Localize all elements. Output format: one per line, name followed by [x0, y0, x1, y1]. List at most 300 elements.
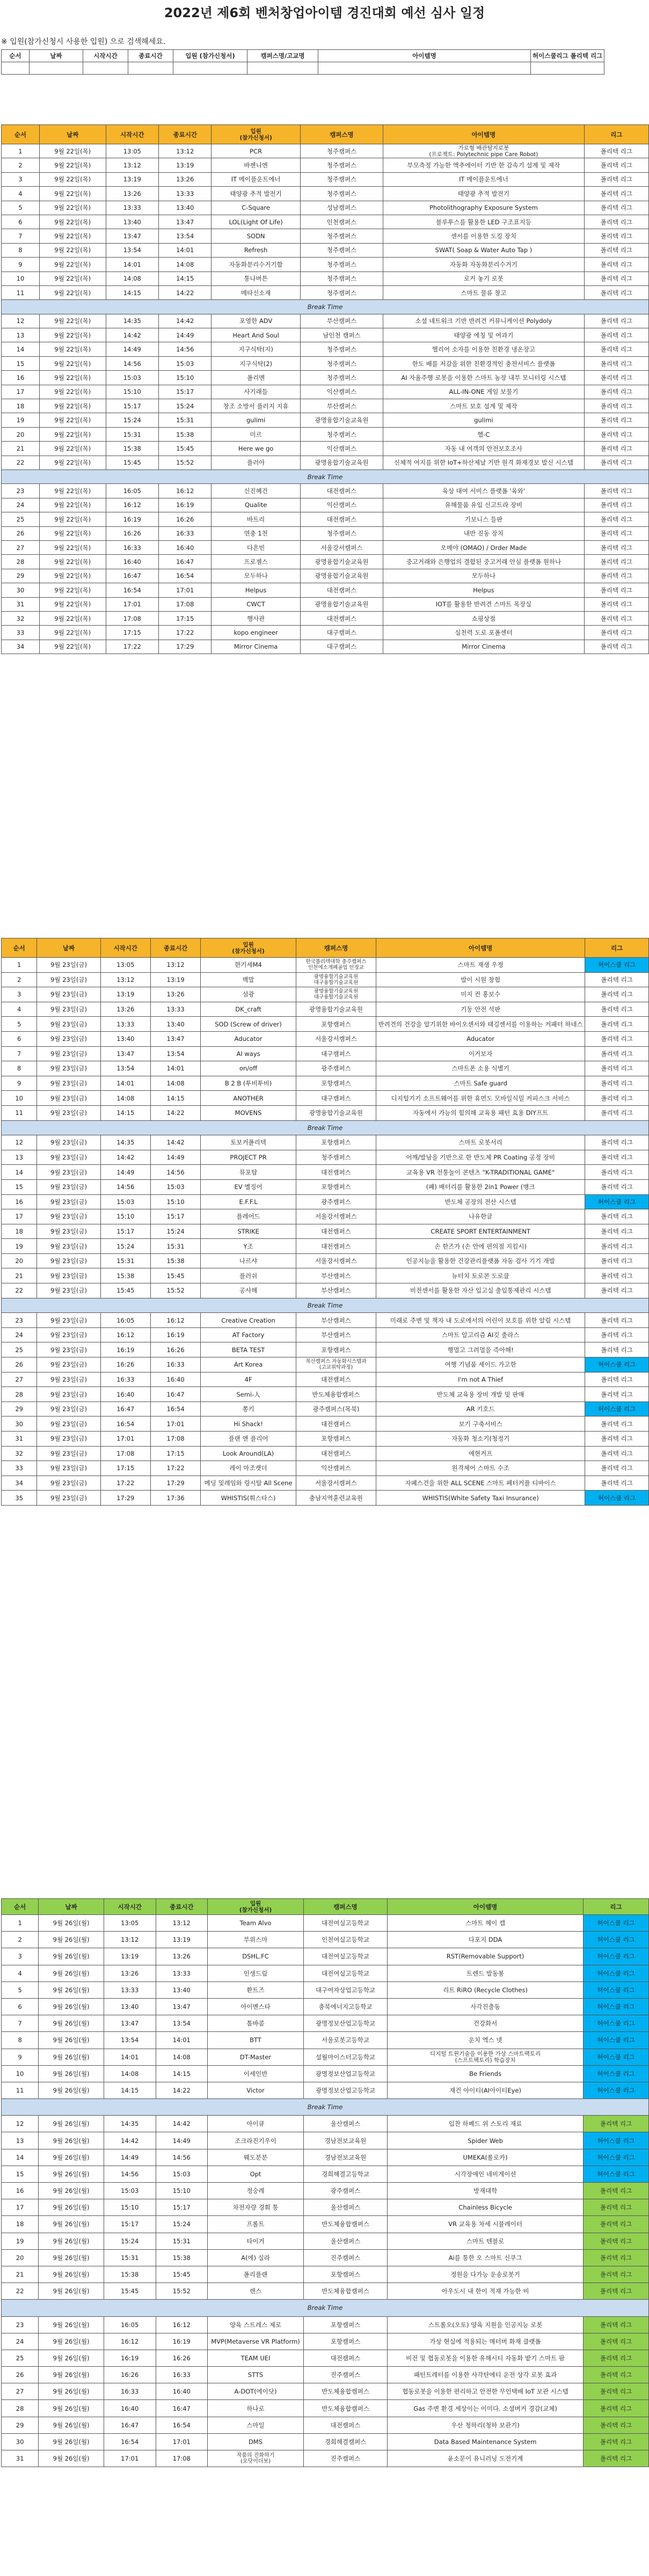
row-campus: 광명정보산업고등학교: [303, 2015, 387, 2032]
row-campus: 대구캠퍼스: [300, 640, 383, 654]
table-row: [2, 144, 649, 158]
table-row: [2, 1313, 649, 1328]
row-date: 9월 26일(월): [39, 1948, 104, 1965]
row-date: 9월 23일(금): [37, 1150, 100, 1165]
row-order: 28: [2, 2400, 39, 2417]
row-league: 허이스쿨 리그: [584, 1948, 649, 1965]
row-order: 10: [2, 1091, 37, 1106]
row-start: 16:05: [104, 2316, 156, 2333]
row-start: 16:47: [100, 1401, 150, 1417]
row-end: 15:45: [150, 1268, 200, 1283]
row-team: 플랜 앤 플리어: [201, 1432, 296, 1447]
row-end: 16:54: [159, 569, 212, 583]
col-team: 입원 (참가신청서): [208, 1899, 304, 1915]
col-date: 날짜: [37, 938, 100, 958]
row-team: AI ways: [201, 1046, 296, 1061]
row-end: 16:12: [156, 2316, 208, 2333]
col-team: 입원 (참가신청서): [201, 938, 296, 958]
row-date: 9월 26일(월): [39, 1998, 104, 2015]
row-order: 2: [2, 158, 40, 172]
row-order: 3: [2, 1948, 39, 1965]
row-item: 스마트 재생 우정: [376, 958, 585, 973]
row-start: 15:03: [104, 2183, 156, 2199]
row-order: 5: [2, 201, 40, 215]
row-end: 16:47: [150, 1387, 200, 1402]
row-team: 플러쉬: [201, 1268, 296, 1283]
row-team: 연충 1천: [212, 526, 300, 540]
row-start: 17:01: [100, 1432, 150, 1447]
row-order: 22: [2, 456, 40, 469]
row-item: 사각진출동: [388, 1998, 584, 2015]
row-order: 15: [2, 2166, 39, 2182]
row-league: 폴리텍 리그: [584, 158, 648, 172]
row-campus: 포항캠퍼스: [296, 1017, 376, 1032]
row-order: 33: [2, 626, 40, 640]
table-row: [2, 1998, 649, 2015]
table-row: [2, 2116, 649, 2132]
row-order: 25: [2, 512, 40, 526]
row-start: 14:15: [106, 285, 158, 299]
row-campus: 부산캠퍼스: [296, 1313, 376, 1328]
row-end: 14:22: [150, 1105, 200, 1120]
row-end: 15:17: [150, 1209, 200, 1224]
row-campus: 울산캠퍼스: [303, 2199, 387, 2216]
row-league: 허이스쿨 리그: [584, 2065, 649, 2082]
row-end: 16:12: [159, 484, 212, 498]
row-item: 어깨/발남을 기반으로 한 반도체 PR Coating 공정 장비: [376, 1150, 585, 1165]
row-end: 15:31: [150, 1239, 200, 1254]
row-campus: 대전여실고등학교: [303, 1965, 387, 1981]
row-date: 9월 23일(금): [37, 1135, 100, 1150]
row-start: 14:15: [104, 2082, 156, 2098]
row-start: 13:47: [100, 1046, 150, 1061]
row-campus: 청주캠퍼스: [300, 342, 383, 356]
row-team: BTT: [208, 2032, 304, 2049]
row-order: 26: [2, 1357, 37, 1373]
row-start: 13:33: [100, 1017, 150, 1032]
row-campus: 포항캠퍼스: [296, 1432, 376, 1447]
row-date: 9월 22일(목): [39, 356, 106, 370]
row-item: 아우도시 내 한이 적재 가능한 비: [388, 2283, 584, 2300]
row-item: Be Friends: [388, 2065, 584, 2082]
row-league: 폴리텍 리그: [584, 2233, 649, 2249]
table-row: [2, 2049, 649, 2065]
row-team: kopo engineer: [212, 626, 300, 640]
row-end: 15:17: [156, 2199, 208, 2216]
col-item: 아이템명: [318, 50, 531, 62]
row-start: 16:47: [104, 2417, 156, 2433]
row-date: 9월 22일(목): [39, 569, 106, 583]
row-league: 폴리텍 리그: [584, 456, 648, 469]
row-date: 9월 23일(금): [37, 1432, 100, 1447]
row-team: PROJECT PR: [201, 1150, 296, 1165]
row-order: 7: [2, 229, 40, 243]
row-start: 17:08: [100, 1446, 150, 1461]
row-item: Chainless Bicycle: [388, 2199, 584, 2216]
row-league: 폴리텍 리그: [585, 1209, 649, 1224]
col-start: 시작시간: [83, 50, 128, 62]
row-item: 스트롤오(오토) 양육 지원을 인공지능 로봇: [388, 2316, 584, 2333]
row-start: 13:40: [106, 215, 158, 229]
row-item: 자동에서 가능의 힘의해 교육용 패턴 효용 DIY프트: [376, 1105, 585, 1120]
row-start: 13:47: [106, 229, 158, 243]
row-end: 15:52: [156, 2283, 208, 2300]
row-date: 9월 26일(월): [39, 2132, 104, 2149]
row-start: 16:54: [106, 583, 158, 597]
row-league: 허이스쿨 리그: [584, 2049, 649, 2065]
row-campus: 청주캠퍼스: [300, 271, 383, 285]
row-date: 9월 26일(월): [39, 2316, 104, 2333]
row-league: 폴리텍 리그: [584, 484, 648, 498]
row-item: WHISTIS(White Safety Taxi Insurance): [376, 1491, 585, 1506]
row-start: 13:19: [106, 172, 158, 186]
table-row: [2, 1105, 649, 1120]
row-start: 13:05: [100, 958, 150, 973]
row-campus: 대전캠퍼스: [300, 583, 383, 597]
row-date: 9월 23일(금): [37, 972, 100, 987]
row-item: 리트 RiRO (Recycle Clothes): [388, 1981, 584, 1998]
table-row: [2, 1268, 649, 1283]
row-team: Opt: [208, 2166, 304, 2182]
row-league: 폴리텍 리그: [585, 1031, 649, 1046]
row-date: 9월 22일(목): [39, 229, 106, 243]
row-start: 16:33: [104, 2383, 156, 2400]
row-start: 17:29: [100, 1491, 150, 1506]
row-league: 폴리텍 리그: [585, 1105, 649, 1120]
row-end: 13:26: [159, 172, 212, 186]
row-campus: 청주캠퍼스: [300, 158, 383, 172]
row-team: gulimi: [212, 413, 300, 427]
row-item: 가로형 배관탐지로봇 (프로젝트: Polytechnic pipe Care Robot): [383, 144, 585, 158]
row-campus: 광명정보산업고등학교: [303, 2065, 387, 2082]
row-end: 15:17: [159, 385, 212, 399]
row-end: 17:01: [156, 2433, 208, 2450]
row-team: 플레어드: [201, 1209, 296, 1224]
row-date: 9월 22일(목): [39, 526, 106, 540]
row-item: 태양광 추적 발전기: [383, 187, 585, 201]
row-start: 13:12: [106, 158, 158, 172]
row-league: 폴리텍 리그: [585, 1076, 649, 1091]
row-start: 15:38: [104, 2266, 156, 2283]
row-date: 9월 26일(월): [39, 2417, 104, 2433]
row-campus: 포항캠퍼스: [303, 2266, 387, 2283]
table-row: [2, 1327, 649, 1342]
row-team: E.F.F.L: [201, 1194, 296, 1209]
table-row: [2, 1915, 649, 1932]
row-league: 폴리텍 리그: [585, 1253, 649, 1268]
row-date: 9월 23일(금): [37, 1046, 100, 1061]
row-item: 디지털기기 소프트웨어를 위한 휴먼도 모바일식밀 커피스크 서비스: [376, 1091, 585, 1106]
row-item: 협동로봇을 이용한 편리하고 안전한 무인택배 IoT 보관 시스템: [388, 2383, 584, 2400]
row-league: 폴리텍 리그: [584, 2266, 649, 2283]
row-league: 폴리텍 리그: [584, 2199, 649, 2216]
break-row: [2, 1298, 649, 1313]
table-row: [2, 385, 649, 399]
row-team: 프롤트: [208, 2216, 304, 2233]
row-start: 17:01: [106, 597, 158, 611]
row-item: 트렌드 발동봉: [388, 1965, 584, 1981]
row-end: 15:10: [159, 371, 212, 385]
table-row: [2, 1076, 649, 1091]
row-campus: 인천캠퍼스: [300, 215, 383, 229]
row-league: 허이스쿨 리그: [584, 2132, 649, 2149]
row-end: 13:33: [159, 187, 212, 201]
row-date: 9월 26일(월): [39, 2367, 104, 2383]
row-team: 정숭레: [208, 2183, 304, 2199]
col-start: 시작시간: [100, 938, 150, 958]
row-order: 30: [2, 1417, 37, 1432]
row-item: 유해물품 유입 신고트라 장비: [383, 498, 585, 512]
row-item: SWAT( Soap & Water Auto Tap ): [383, 243, 585, 257]
row-item: 오메야 (OMAO) / Order Made: [383, 540, 585, 554]
row-start: 16:40: [106, 555, 158, 569]
row-date: 9월 23일(금): [37, 1031, 100, 1046]
col-league: 허이스쿨리그 폴리텍 리그: [531, 50, 604, 62]
row-campus: 광명융합기술교육원 대구융합기술교육원: [296, 972, 376, 987]
row-campus: 울산캠퍼스: [303, 2116, 387, 2132]
row-date: 9월 22일(목): [39, 285, 106, 299]
break-label: Break Time: [2, 300, 649, 314]
row-campus: 청주캠퍼스: [300, 243, 383, 257]
row-campus: 광명융합기술교육원: [300, 597, 383, 611]
row-campus: 경희해결캠퍼스: [303, 2433, 387, 2450]
row-order: 14: [2, 342, 40, 356]
row-team: Y조: [201, 1239, 296, 1254]
row-team: 메타신소재: [212, 285, 300, 299]
row-end: 15:45: [156, 2266, 208, 2283]
row-order: 12: [2, 1135, 37, 1150]
break-label: Break Time: [2, 469, 649, 483]
row-campus: 설월마이스터고등학교: [303, 2049, 387, 2065]
row-order: 29: [2, 1401, 37, 1417]
row-end: 15:38: [159, 427, 212, 441]
row-order: 34: [2, 1476, 37, 1491]
row-start: 15:10: [100, 1209, 150, 1224]
table-row: [2, 1372, 649, 1387]
row-start: 16:33: [106, 540, 158, 554]
row-team: STRIKE: [201, 1224, 296, 1239]
row-campus: 포항캠퍼스: [303, 2333, 387, 2350]
row-start: 15:17: [106, 399, 158, 413]
row-campus: 반도체융합캠퍼스: [296, 1387, 376, 1402]
row-end: 13:54: [150, 1046, 200, 1061]
row-date: 9월 26일(월): [39, 2283, 104, 2300]
table-row: [2, 2400, 649, 2417]
row-end: 14:56: [159, 342, 212, 356]
row-campus: 대전캠퍼스: [300, 611, 383, 625]
row-order: 4: [2, 187, 40, 201]
row-end: 14:01: [156, 2032, 208, 2049]
table-row: [2, 158, 649, 172]
row-league: 폴리텍 리그: [584, 498, 648, 512]
row-league: 폴리텍 리그: [584, 2400, 649, 2417]
table-row: [2, 1224, 649, 1239]
row-start: 14:35: [106, 314, 158, 328]
row-team: Refresh: [212, 243, 300, 257]
table-row: [2, 597, 649, 611]
row-campus: 목산캠퍼스 자동화시스템과 (고교위탁과정): [296, 1357, 376, 1373]
row-end: 14:49: [156, 2132, 208, 2149]
row-start: 16:12: [106, 498, 158, 512]
col-end: 종료시간: [156, 1899, 208, 1915]
row-order: 20: [2, 427, 40, 441]
row-team: DK_craft: [201, 1002, 296, 1017]
col-team: 입원 (참가신청서): [212, 125, 300, 144]
row-end: 15:52: [150, 1283, 200, 1298]
row-order: 24: [2, 1327, 37, 1342]
table-row: [2, 2233, 649, 2249]
row-order: 22: [2, 1283, 37, 1298]
row-item: 패턴트레터를 이용한 사각탄에티 운전 상각 로봇 효과: [388, 2367, 584, 2383]
row-date: 9월 26일(월): [39, 2383, 104, 2400]
row-start: 15:24: [106, 413, 158, 427]
row-end: 13:40: [159, 201, 212, 215]
row-league: 폴리텍 리그: [584, 328, 648, 342]
table-row: [2, 1357, 649, 1373]
row-start: 15:17: [104, 2216, 156, 2233]
row-end: 14:01: [159, 243, 212, 257]
row-date: 9월 23일(금): [37, 1313, 100, 1328]
row-team: Team Alvo: [208, 1915, 304, 1932]
schedule-table-1: [1, 124, 649, 654]
row-team: LOL(Light Of Life): [212, 215, 300, 229]
row-item: 다포지 DDA: [388, 1932, 584, 1948]
row-date: 9월 22일(목): [39, 314, 106, 328]
row-end: 13:12: [150, 958, 200, 973]
table-row: [2, 427, 649, 441]
row-item: RST(Removable Support): [388, 1948, 584, 1965]
row-league: 폴리텍 리그: [584, 187, 648, 201]
table-row: [2, 187, 649, 201]
table-row: [2, 2249, 649, 2266]
row-end: 17:08: [156, 2450, 208, 2467]
row-item: 기둥 안전 석판: [376, 1002, 585, 1017]
row-end: 17:22: [159, 626, 212, 640]
row-item: 교육용 VR 전통놀이 콘텐츠 "K-TRADITIONAL GAME": [376, 1165, 585, 1180]
row-league: 폴리텍 리그: [584, 640, 648, 654]
row-team: ANOTHER: [201, 1091, 296, 1106]
row-item: 로커 놓기 로봇: [383, 271, 585, 285]
table-row: [2, 2166, 649, 2182]
row-end: 13:19: [150, 972, 200, 987]
table-row: [2, 2266, 649, 2283]
row-order: 22: [2, 2283, 39, 2300]
row-league: 폴리텍 리그: [585, 1091, 649, 1106]
row-team: 폴리플랜: [208, 2266, 304, 2283]
row-start: 16:19: [104, 2350, 156, 2366]
row-team: 4F: [201, 1372, 296, 1387]
row-end: 13:12: [156, 1915, 208, 1932]
row-league: 폴리텍 리그: [584, 2316, 649, 2333]
row-order: 21: [2, 2266, 39, 2283]
row-league: 폴리텍 리그: [584, 611, 648, 625]
row-order: 17: [2, 2199, 39, 2216]
row-start: 17:15: [100, 1461, 150, 1476]
row-team: SOD (Screw of driver): [201, 1017, 296, 1032]
row-team: 백말: [201, 972, 296, 987]
row-team: on/off: [201, 1061, 296, 1076]
row-item: 이거보자: [376, 1046, 585, 1061]
table-row: [2, 640, 649, 654]
row-order: 25: [2, 1342, 37, 1357]
row-league: 폴리텍 리그: [585, 1387, 649, 1402]
row-item: 우산 청하리(청하 보관기): [388, 2417, 584, 2433]
row-item: ALL-IN-ONE 게임 보물기: [383, 385, 585, 399]
row-league: 허이스쿨 리그: [585, 958, 649, 973]
row-team: CWCT: [212, 597, 300, 611]
row-date: 9월 26일(월): [39, 2116, 104, 2132]
row-campus: 반도체융합캠퍼스: [303, 2216, 387, 2233]
table-row: [2, 1135, 649, 1150]
row-item: 소셜 네트워크 기반 반려견 커뮤니케이션 Polydoly: [383, 314, 585, 328]
row-order: 33: [2, 1461, 37, 1476]
row-campus: 청주캠퍼스: [300, 356, 383, 370]
row-end: 17:15: [159, 611, 212, 625]
row-order: 8: [2, 1061, 37, 1076]
row-campus: 대전캠퍼스: [296, 1239, 376, 1254]
row-end: 16:54: [150, 1401, 200, 1417]
row-date: 9월 22일(목): [39, 512, 106, 526]
row-order: 14: [2, 2149, 39, 2166]
row-campus: 광명융합기술교육원 대구융합기술교육원: [296, 987, 376, 1002]
row-league: 폴리텍 리그: [584, 2333, 649, 2350]
row-league: 허이스쿨 리그: [584, 2015, 649, 2032]
row-campus: 부산캠퍼스: [300, 314, 383, 328]
row-end: 17:22: [150, 1461, 200, 1476]
row-order: 19: [2, 1239, 37, 1254]
row-league: 폴리텍 리그: [584, 258, 648, 271]
row-league: 폴리텍 리그: [585, 1002, 649, 1017]
header-template-table: [1, 49, 604, 75]
row-end: 14:42: [159, 314, 212, 328]
row-date: 9월 23일(금): [37, 1239, 100, 1254]
row-end: 16:12: [150, 1313, 200, 1328]
table-row: [2, 1461, 649, 1476]
row-end: 13:33: [156, 1965, 208, 1981]
row-order: 5: [2, 1981, 39, 1998]
row-team: Look Around(LA): [201, 1446, 296, 1461]
row-campus: 광주캠퍼스: [296, 1194, 376, 1209]
row-date: 9월 26일(월): [39, 1915, 104, 1932]
row-campus: 광명융합기술교육원: [300, 569, 383, 583]
table-row: [2, 229, 649, 243]
row-end: 14:15: [159, 271, 212, 285]
row-order: 16: [2, 1194, 37, 1209]
row-start: 13:40: [100, 1031, 150, 1046]
row-date: 9월 22일(목): [39, 413, 106, 427]
row-date: 9월 23일(금): [37, 1446, 100, 1461]
row-item: 여행 기념품 세이드 가고한: [376, 1357, 585, 1373]
row-league: 허이스쿨 리그: [585, 1491, 649, 1506]
row-end: 16:19: [150, 1327, 200, 1342]
row-start: 13:40: [104, 1998, 156, 2015]
row-campus: 포항캠퍼스: [296, 1342, 376, 1357]
row-item: 스마트 알고리즘 AI깃 출라스: [376, 1327, 585, 1342]
row-start: 16:26: [104, 2367, 156, 2383]
row-date: 9월 23일(금): [37, 1357, 100, 1373]
row-order: 32: [2, 1446, 37, 1461]
row-item: 디지털 트윈기술을 이용한 가상 스마트팩토리 (스프트팩토리) 학습장치: [388, 2049, 584, 2065]
row-campus: 청주캠퍼스: [300, 258, 383, 271]
row-item: 기보니스 들판: [383, 512, 585, 526]
row-team: 환트즈: [208, 1981, 304, 1998]
row-team: DT-Master: [208, 2049, 304, 2065]
row-league: 폴리텍 리그: [584, 271, 648, 285]
row-order: 25: [2, 2350, 39, 2366]
table-row: [2, 1932, 649, 1948]
schedule-table-3: [1, 1898, 649, 2467]
row-order: 8: [2, 2032, 39, 2049]
